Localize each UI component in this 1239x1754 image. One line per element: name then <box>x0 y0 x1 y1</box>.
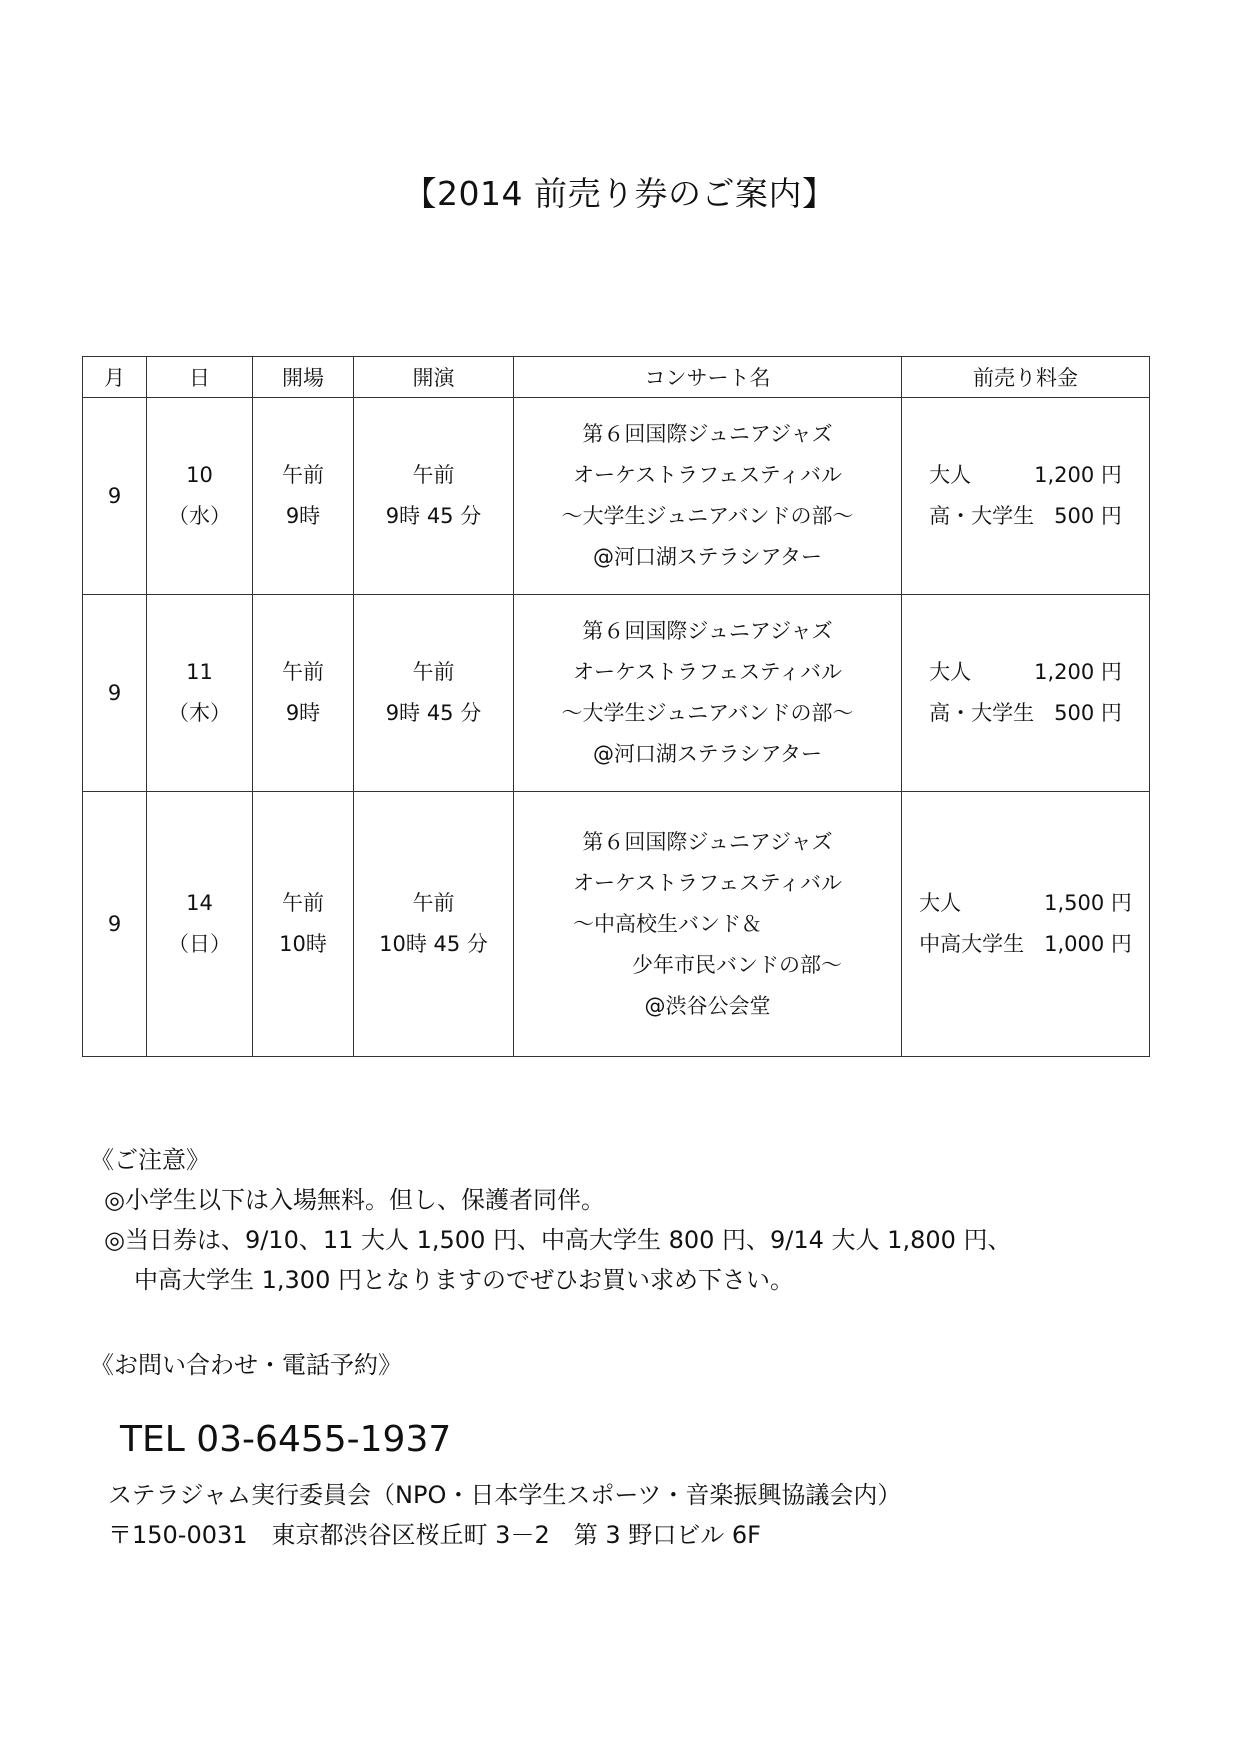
day-weekday: （水） <box>168 504 231 528</box>
concert-line: 第６回国際ジュニアジャズ <box>582 619 833 643</box>
header-day: 日 <box>147 357 253 398</box>
cell-concert <box>514 792 902 1057</box>
contact-section <box>90 1345 1150 1555</box>
cell-price <box>902 595 1150 792</box>
cell-concert <box>514 398 902 595</box>
day-number: 10 <box>186 463 213 487</box>
concert-venue: @渋谷公会堂 <box>644 993 771 1018</box>
notes-item: ◎小学生以下は入場無料。但し、保護者同伴。 <box>104 1186 605 1214</box>
price-list <box>919 883 1132 965</box>
price-value: 1,000 円 <box>1044 932 1132 956</box>
table-header-row <box>83 357 1150 398</box>
notes-item-continued: 中高大学生 1,300 円となりますのでぜひお買い求め下さい。 <box>134 1266 794 1294</box>
day-weekday: （日） <box>168 932 231 956</box>
open-label: 午前 <box>282 660 324 684</box>
open-time: 10時 <box>279 932 327 956</box>
cell-open <box>253 595 354 792</box>
start-label: 午前 <box>412 660 455 684</box>
price-list <box>929 455 1122 537</box>
cell-open <box>253 792 354 1057</box>
price-line <box>929 652 1122 693</box>
header-price: 前売り料金 <box>902 357 1150 398</box>
table-row <box>83 398 1150 595</box>
price-line <box>929 496 1122 537</box>
cell-day <box>147 792 253 1057</box>
price-line <box>919 883 1132 924</box>
open-label: 午前 <box>282 891 324 915</box>
price-label: 中高大学生 <box>919 932 1025 956</box>
cell-start <box>354 595 514 792</box>
day-weekday: （木） <box>168 701 231 725</box>
cell-day <box>147 398 253 595</box>
cell-price <box>902 398 1150 595</box>
start-label: 午前 <box>412 463 455 487</box>
cell-open <box>253 398 354 595</box>
cell-month: 9 <box>83 792 147 1057</box>
price-label: 高・大学生 <box>929 701 1035 725</box>
cell-price <box>902 792 1150 1057</box>
table-row <box>83 792 1150 1057</box>
header-start: 開演 <box>354 357 514 398</box>
price-line <box>929 693 1122 734</box>
price-label: 大人 <box>929 660 972 684</box>
open-time: 9時 <box>285 504 321 528</box>
concert-line: 第６回国際ジュニアジャズ <box>582 422 833 446</box>
price-label: 大人 <box>919 891 962 915</box>
price-label: 高・大学生 <box>929 504 1035 528</box>
price-value: 500 円 <box>1054 504 1122 528</box>
start-time: 9時 45 分 <box>385 504 482 528</box>
concert-line: オーケストラフェスティバル <box>572 660 842 684</box>
concert-line: オーケストラフェスティバル <box>572 870 842 895</box>
price-list <box>929 652 1122 734</box>
start-time: 10時 45 分 <box>379 932 488 956</box>
price-label: 大人 <box>929 463 972 487</box>
price-value: 1,200 円 <box>1034 463 1122 487</box>
price-value: 1,200 円 <box>1034 660 1122 684</box>
price-line <box>929 455 1122 496</box>
concert-line: オーケストラフェスティバル <box>572 463 842 487</box>
schedule-table <box>82 356 1150 1057</box>
concert-line: ～中高校生バンド＆ <box>572 911 762 936</box>
day-number: 14 <box>186 891 213 915</box>
page-title: 【2014 前売り券のご案内】 <box>403 174 836 213</box>
header-open: 開場 <box>253 357 354 398</box>
cell-month: 9 <box>83 398 147 595</box>
cell-start <box>354 792 514 1057</box>
price-value: 500 円 <box>1054 701 1122 725</box>
day-number: 11 <box>186 660 213 684</box>
price-line <box>919 924 1132 965</box>
concert-venue: @河口湖ステラシアター <box>592 545 823 569</box>
concert-line: 第６回国際ジュニアジャズ <box>582 829 833 854</box>
contact-organization: ステラジャム実行委員会（NPO・日本学生スポーツ・音楽振興協議会内） <box>108 1481 902 1509</box>
concert-line: ～大学生ジュニアバンドの部～ <box>561 701 854 725</box>
header-month: 月 <box>83 357 147 398</box>
table-row <box>83 595 1150 792</box>
concert-venue: @河口湖ステラシアター <box>592 742 823 766</box>
cell-day <box>147 595 253 792</box>
concert-line: 少年市民バンドの部～ <box>632 952 842 977</box>
concert-line: ～大学生ジュニアバンドの部～ <box>561 504 854 528</box>
price-value: 1,500 円 <box>1044 891 1132 915</box>
header-concert: コンサート名 <box>514 357 902 398</box>
contact-phone: TEL 03-6455-1937 <box>120 1419 452 1460</box>
notes-item: ◎当日券は、9/10、11 大人 1,500 円、中高大学生 800 円、9/14 大人 1,800 円、 <box>104 1226 1012 1254</box>
start-label: 午前 <box>412 891 455 915</box>
cell-concert <box>514 595 902 792</box>
start-time: 9時 45 分 <box>385 701 482 725</box>
notes-heading: 《ご注意》 <box>90 1146 210 1174</box>
contact-address: 〒150-0031 東京都渋谷区桜丘町 3－2 第 3 野口ビル 6F <box>108 1521 761 1549</box>
open-time: 9時 <box>285 701 321 725</box>
notes-section <box>90 1140 1150 1300</box>
concert-block <box>573 822 842 1027</box>
cell-month: 9 <box>83 595 147 792</box>
contact-heading: 《お問い合わせ・電話予約》 <box>90 1351 402 1379</box>
cell-start <box>354 398 514 595</box>
open-label: 午前 <box>282 463 324 487</box>
